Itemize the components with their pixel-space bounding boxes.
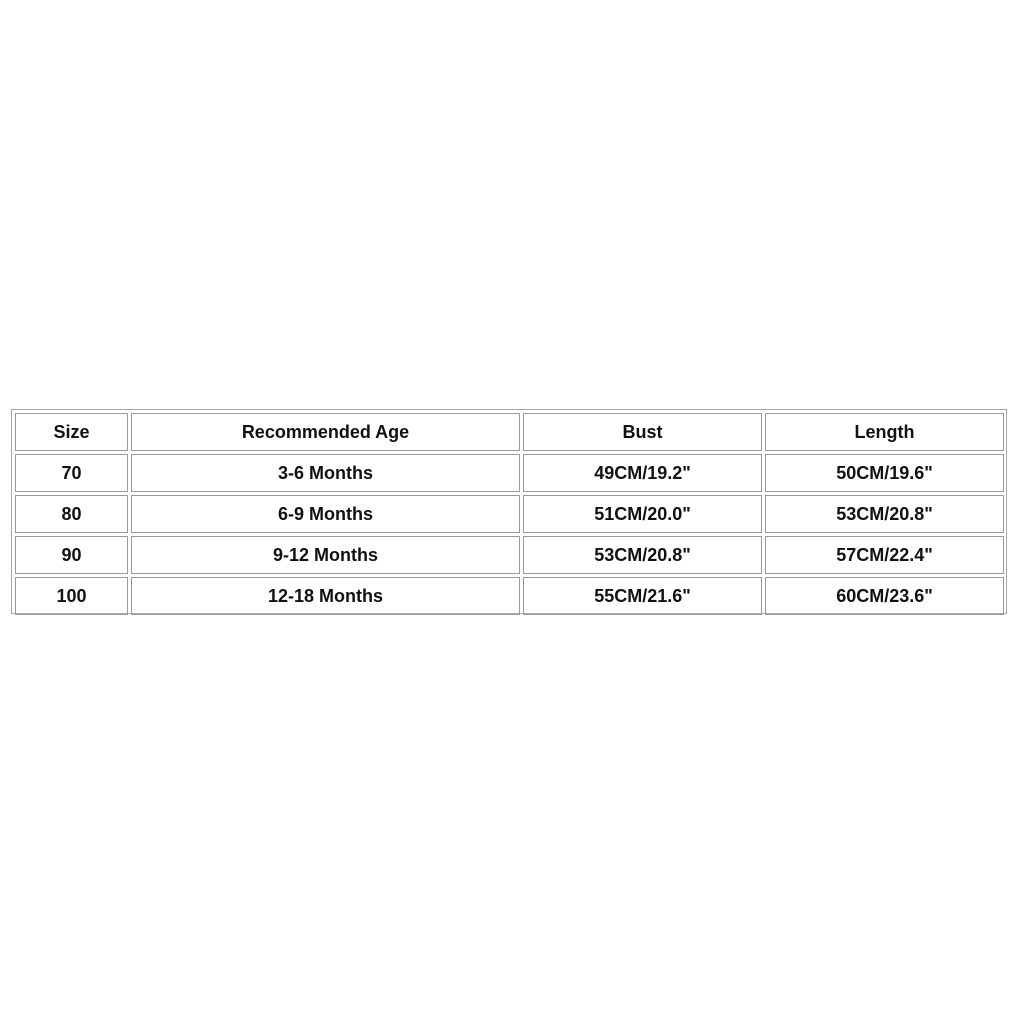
cell-size: 100 xyxy=(15,577,128,615)
header-size: Size xyxy=(15,413,128,451)
cell-length: 57CM/22.4" xyxy=(765,536,1004,574)
header-bust: Bust xyxy=(523,413,762,451)
table-row xyxy=(15,495,1004,533)
cell-bust: 49CM/19.2" xyxy=(523,454,762,492)
size-chart xyxy=(11,409,1007,614)
cell-size: 90 xyxy=(15,536,128,574)
header-length: Length xyxy=(765,413,1004,451)
cell-length: 60CM/23.6" xyxy=(765,577,1004,615)
cell-size: 70 xyxy=(15,454,128,492)
cell-bust: 55CM/21.6" xyxy=(523,577,762,615)
cell-age: 3-6 Months xyxy=(131,454,520,492)
size-table xyxy=(12,410,1007,618)
table-row xyxy=(15,454,1004,492)
cell-bust: 53CM/20.8" xyxy=(523,536,762,574)
cell-bust: 51CM/20.0" xyxy=(523,495,762,533)
table-row xyxy=(15,577,1004,615)
header-recommended-age: Recommended Age xyxy=(131,413,520,451)
cell-size: 80 xyxy=(15,495,128,533)
cell-age: 6-9 Months xyxy=(131,495,520,533)
cell-age: 12-18 Months xyxy=(131,577,520,615)
cell-age: 9-12 Months xyxy=(131,536,520,574)
cell-length: 53CM/20.8" xyxy=(765,495,1004,533)
cell-length: 50CM/19.6" xyxy=(765,454,1004,492)
table-header-row xyxy=(15,413,1004,451)
table-row xyxy=(15,536,1004,574)
